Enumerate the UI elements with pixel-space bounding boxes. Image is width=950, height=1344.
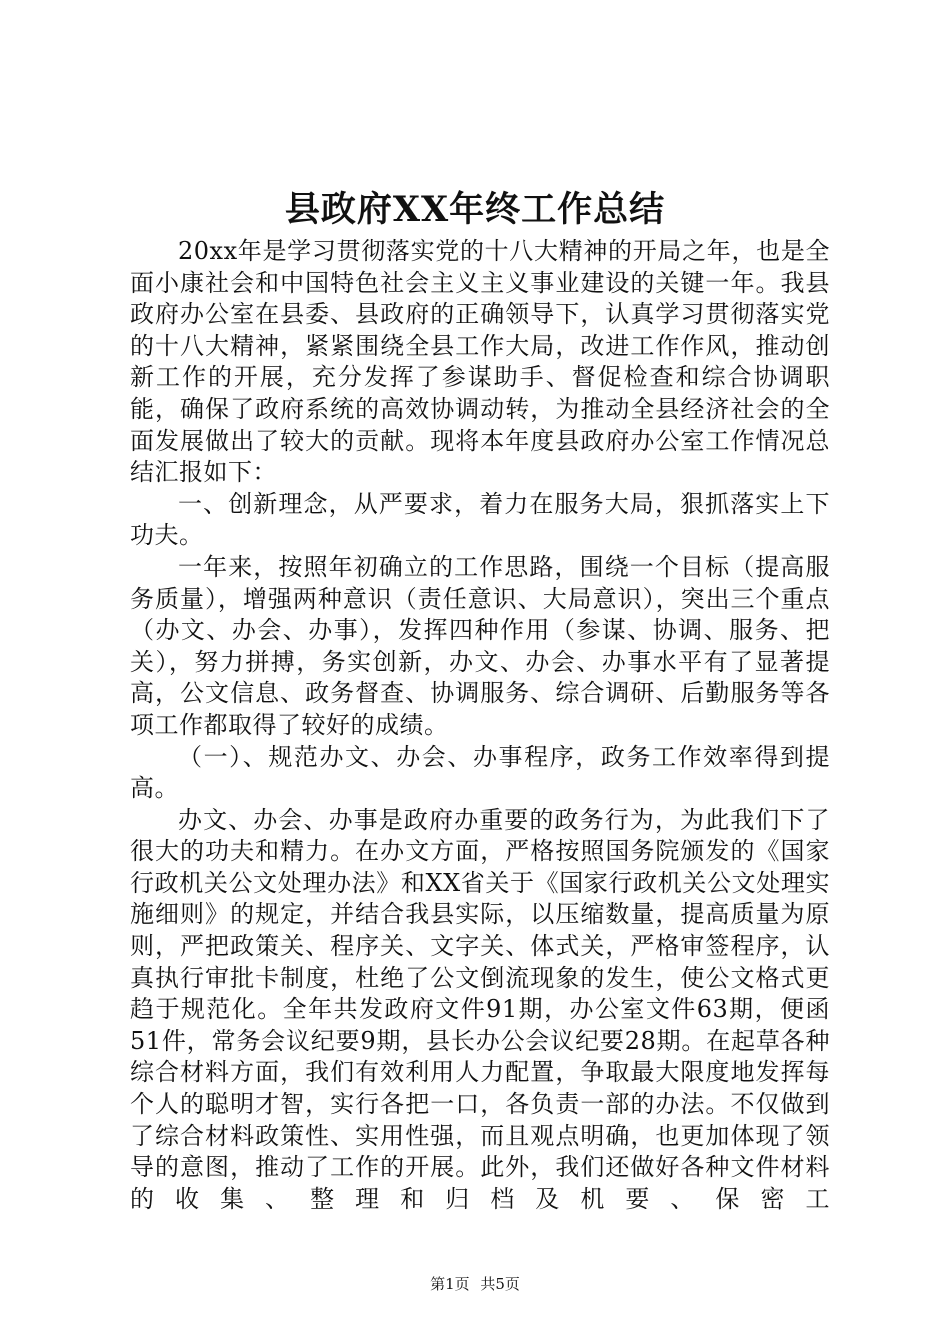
paragraph-intro: 20xx年是学习贯彻落实党的十八大精神的开局之年，也是全面小康社会和中国特色社会主义主义事业建设的关键一年。我县政府办公室在县委、县政府的正确领导下，认真学习贯彻落实党的十八大精神，紧紧围绕全县工作大局，改进工作作风，推动创新工作的开展，充分发挥了参谋助手、督促检查和综合协调职能，确保了政府系统的高效协调动转，为推动全县经济社会的全面发展做出了较大的贡献。现将本年度县政府办公室工作情况总结汇报如下： bbox=[130, 237, 830, 487]
paragraph-document-work: 办文、办会、办事是政府办重要的政务行为，为此我们下了很大的功夫和精力。在办文方面，严格按照国务院颁发的《国家行政机关公文处理办法》和XX省关于《国家行政机关公文处理实施细则》的规定，并结合我县实际，以压缩数量，提高质量为原则，严把政策关、程序关、文字关、体式关，严格审签程序，认真执行审批卡制度，杜绝了公文倒流现象的发生，使公文格式更趋于规范化。全年共发政府文件91期，办公室文件63期，便函51件，常务会议纪要9期，县长办公会议纪要28期。在起草各种综合材料方面，我们有效利用人力配置，争取最大限度地发挥每个人的聪明才智，实行各把一口，各负责一部的办法。不仅做到了综合材料政策性、实用性强，而且观点明确，也更加体现了领导的意图，推动了工作的开展。此外，我们还做好各种文件材料的收集、整理和归档及机要、保密工 bbox=[130, 805, 830, 1213]
paragraph-overview: 一年来，按照年初确立的工作思路，围绕一个目标（提高服务质量），增强两种意识（责任意识、大局意识），突出三个重点（办文、办会、办事），发挥四种作用（参谋、协调、服务、把关），努力拼搏，务实创新，办文、办会、办事水平有了显著提高，公文信息、政务督查、协调服务、综合调研、后勤服务等各项工作都取得了较好的成绩。 bbox=[130, 552, 830, 739]
page-footer bbox=[0, 1274, 950, 1294]
paragraph-section-heading: 一、创新理念，从严要求，着力在服务大局，狠抓落实上下功夫。 bbox=[130, 489, 830, 550]
page-number: 第1页 bbox=[430, 1275, 470, 1293]
page-total: 共5页 bbox=[480, 1275, 520, 1293]
document-title: 县政府XX年终工作总结 bbox=[284, 189, 666, 230]
document-body bbox=[130, 236, 830, 1215]
paragraph-subsection-heading: （一）、规范办文、办会、办事程序，政务工作效率得到提高。 bbox=[130, 742, 830, 803]
